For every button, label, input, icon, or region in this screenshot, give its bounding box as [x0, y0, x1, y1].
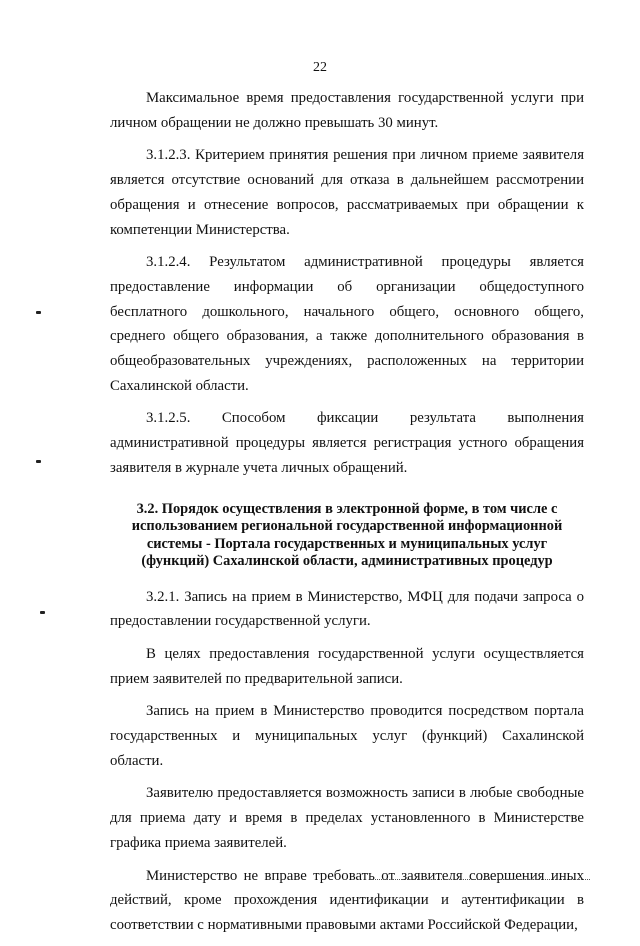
paragraph: 3.2.1. Запись на прием в Министерство, МФЦ для подачи запроса о предоставлении государственной услуги. [110, 588, 584, 630]
paragraph: Министерство не вправе требовать от заявителя совершения иных действий, кроме прохождения идентификации и аутентификации в соответствии с нормативными правовыми актами Российской Федерации, [110, 867, 584, 933]
paragraph: 3.1.2.5. Способом фиксации результата выполнения административной процедуры является регистрация устного обращения заявителя в журнале учета личных обращений. [110, 410, 584, 476]
margin-punch-mark-3 [40, 611, 45, 614]
paragraph: В целях предоставления государственной услуги осуществляется прием заявителей по предварительной записи. [110, 645, 584, 687]
section-heading: 3.2. Порядок осуществления в электронной форме, в том числе с использованием региональной государственной информационной системы - Портала государственных и муниципальных услуг (функций) Сахалинской области, административных процедур [131, 500, 563, 570]
paragraph: 3.1.2.4. Результатом административной процедуры является предоставление информации об организации общедоступного бесплатного дошкольного, начального общего, основного общего, среднего общего образования, а также дополнительного образования в общеобразовательных учреждениях, расположенных на территории Сахалинской области. [110, 254, 584, 394]
page-number: 22 [313, 60, 327, 75]
document-body [110, 86, 584, 946]
paragraph: Заявителю предоставляется возможность записи в любые свободные для приема дату и время в пределах установленного в Министерстве графика приема заявителей. [110, 785, 584, 851]
paragraph: Запись на прием в Министерство проводится посредством портала государственных и муниципальных услуг (функций) Сахалинской области. [110, 703, 584, 769]
paragraph: Максимальное время предоставления государственной услуги при личном обращении не должно превышать 30 минут. [110, 90, 584, 131]
footer-dotted-line [370, 879, 590, 880]
margin-punch-mark-2 [36, 460, 41, 463]
paragraph: 3.1.2.3. Критерием принятия решения при личном приеме заявителя является отсутствие оснований для отказа в дальнейшем рассмотрении обращения и отнесение вопросов, рассматриваемых при обращении к компетенции Министерства. [110, 147, 584, 238]
margin-punch-mark-1 [36, 311, 41, 314]
